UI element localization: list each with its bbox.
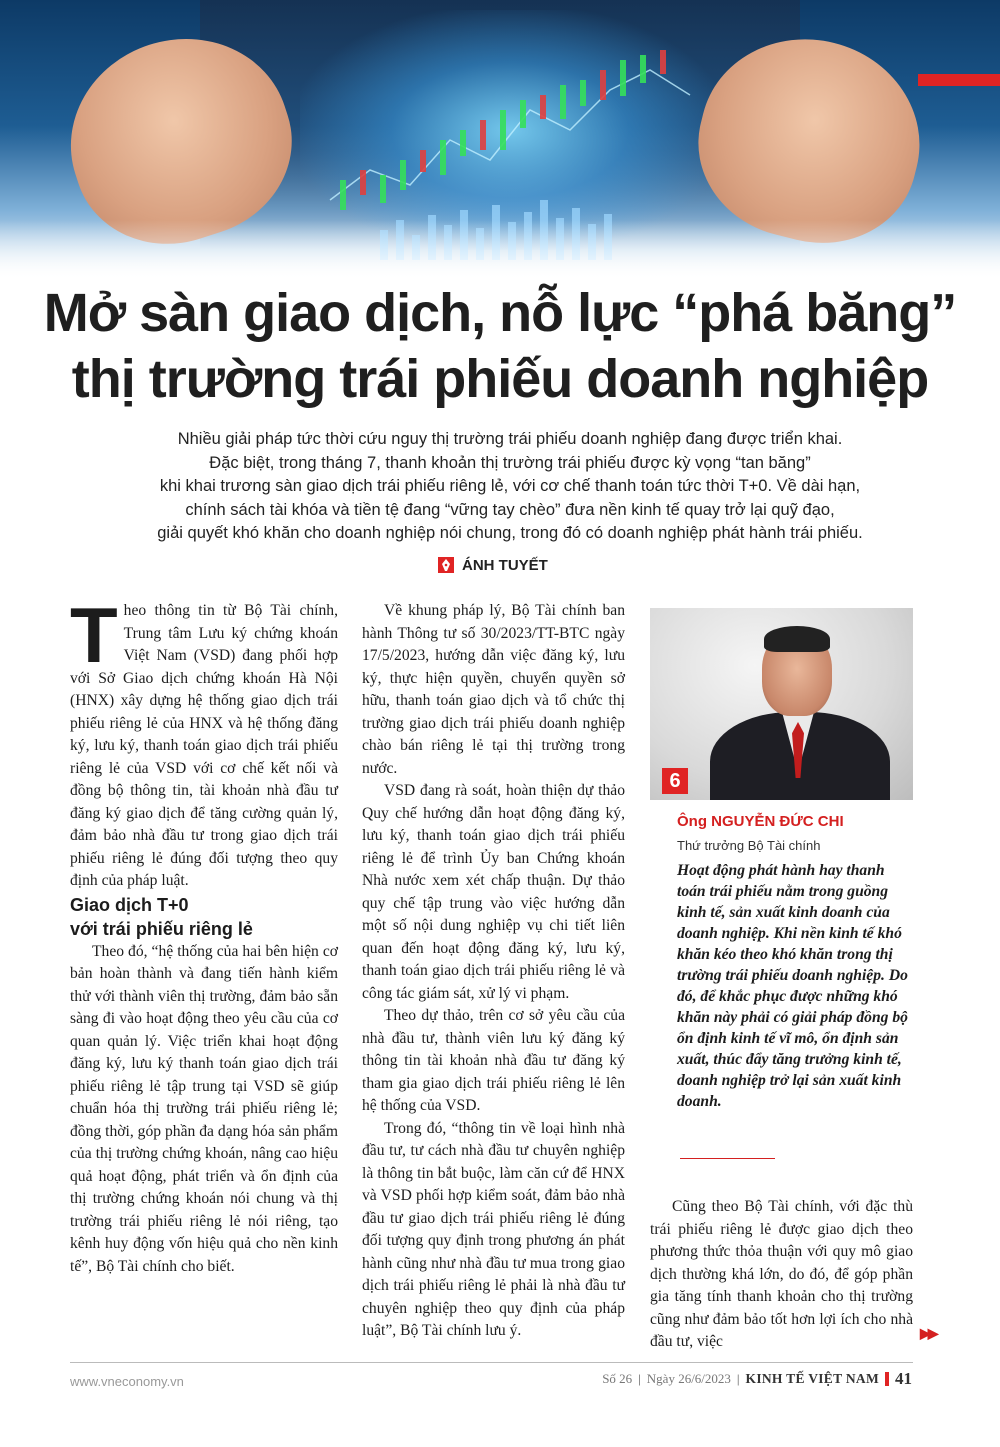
drop-cap: T — [70, 591, 118, 679]
page-number: 41 — [895, 1369, 912, 1388]
issue-date: Ngày 26/6/2023 — [646, 1371, 731, 1386]
paragraph: Theo thông tin từ Bộ Tài chính, Trung tâm Lưu ký chứng khoán Việt Nam (VSD) đang phối hợp với Sở Giao dịch chứng khoán Hà Nội (HNX) xây dựng hệ thống giao dịch trái phiếu riêng lẻ của HNX và hệ thống đăng ký, lưu ký, thanh toán giao dịch trái phiếu riêng lẻ của VSD với cơ chế kết nối và đồng bộ thông tin, tài khoản nhà đầu tư đăng ký giao dịch để tăng cường quản lý, đảm bảo nhà đầu tư trong giao dịch trái phiếu riêng lẻ đúng đối tượng theo quy định của pháp luật. — [70, 591, 338, 889]
sapo-line-1: Nhiều giải pháp tức thời cứu nguy thị trường trái phiếu doanh nghiệp đang được triển khai. — [177, 430, 843, 448]
article-column-2 — [362, 600, 625, 1343]
paragraph: VSD đang rà soát, hoàn thiện dự thảo Quy chế hướng dẫn hoạt động đăng ký, lưu ký, thanh toán giao dịch trái phiếu riêng lẻ để trình Ủy ban Chứng khoán Nhà nước xem xét chấp thuận. Dự thảo quy chế tập trung vào việc hướng dẫn một số nội dung nghiệp vụ chi tiết liên quan đến hoạt động đăng ký, lưu ký, thanh toán giao dịch trái phiếu riêng lẻ và công tác giám sát, xử lý vi phạm. — [362, 782, 625, 1002]
issue-number: Số 26 — [602, 1371, 633, 1386]
paragraph: Về khung pháp lý, Bộ Tài chính ban hành Thông tư số 30/2023/TT-BTC ngày 17/5/2023, hướng dẫn việc đăng ký, lưu ký, thực hiện quyền, chuyển quyền sở hữu, thanh toán giao dịch và tổ chức thị trường giao dịch trái phiếu doanh nghiệp chào bán riêng lẻ tại thị trường trong nước. — [362, 602, 625, 777]
headline-line-2: thị trường trái phiếu doanh nghiệp — [71, 349, 929, 409]
sapo-line-5: giải quyết khó khăn cho doanh nghiệp nói chung, trong đó có doanh nghiệp phát hành trái phiếu. — [157, 524, 863, 542]
footer-divider — [70, 1362, 913, 1363]
sapo — [110, 428, 910, 546]
article-column-3 — [650, 1196, 913, 1354]
footer-info: Số 26 | Ngày 26/6/2023 | KINH TẾ VIỆT NAM 41 — [602, 1369, 912, 1388]
sapo-line-3: khi khai trương sàn giao dịch trái phiếu riêng lẻ, với cơ chế thanh toán tức thời T+0. Về dài hạn, — [159, 477, 861, 495]
quote-divider — [680, 1158, 775, 1159]
article-column-1 — [70, 591, 338, 1278]
author-name: ÁNH TUYẾT — [462, 556, 548, 574]
sapo-line-4: chính sách tài khóa và tiền tệ đang “vững tay chèo” đưa nền kinh tế quay trở lại quỹ đạo, — [185, 500, 835, 519]
publication-name: KINH TẾ VIỆT NAM — [745, 1371, 879, 1386]
speaker-name: Ông NGUYỄN ĐỨC CHI — [677, 813, 844, 830]
pen-icon — [438, 557, 454, 573]
paragraph: Theo dự thảo, trên cơ sở yêu cầu của nhà đầu tư, thành viên lưu ký đăng ký thông tin tài khoản nhà đầu tư đăng ký tham gia giao dịch trái phiếu riêng lẻ lên hệ thống của VSD. — [362, 1007, 625, 1114]
section-marker — [918, 74, 1000, 86]
paragraph: Trong đó, “thông tin về loại hình nhà đầu tư, tư cách nhà đầu tư chuyên nghiệp là thông tin bắt buộc, làm căn cứ để HNX và VSD phối hợp kiểm soát, đảm bảo nhà đầu tư giao dịch trái phiếu riêng lẻ đúng đối tượng quy định trong phương án phát hành cũng như nhà đầu tư mua trong giao dịch trái phiếu riêng lẻ phải là nhà đầu tư chuyên nghiệp theo quy định của pháp luật”, Bộ Tài chính lưu ý. — [362, 1119, 625, 1339]
footer-url: www.vneconomy.vn — [70, 1374, 184, 1389]
sapo-line-2: Đặc biệt, trong tháng 7, thanh khoản thị trường trái phiếu được kỳ vọng “tan băng” — [209, 453, 811, 472]
byline — [438, 555, 548, 575]
headline — [40, 280, 960, 412]
continue-arrow-icon: ▶▶ — [920, 1325, 936, 1341]
pull-quote: Hoạt động phát hành hay thanh toán trái phiếu nằm trong guồng kinh tế, sản xuất kinh doanh của doanh nghiệp. Khi nền kinh tế khó khăn kéo theo khó khăn trong thị trường trái phiếu doanh nghiệp. Do đó, để khắc phục được những khó khăn này phải có giải pháp đồng bộ ổn định kinh tế vĩ mô, ổn định sản xuất, thúc đẩy tăng trưởng kinh tế, doanh nghiệp trở lại sản xuất kinh doanh. — [677, 862, 908, 1110]
footer-accent — [885, 1372, 889, 1386]
subheading: Giao dịch T+0 với trái phiếu riêng lẻ — [70, 894, 253, 939]
magazine-logo-icon: 6 — [662, 768, 688, 794]
hero-image — [0, 0, 1000, 280]
speaker-title: Thứ trưởng Bộ Tài chính — [677, 838, 821, 853]
headline-line-1: Mở sàn giao dịch, nỗ lực “phá băng” — [43, 283, 957, 343]
paragraph: Cũng theo Bộ Tài chính, với đặc thù trái phiếu riêng lẻ được giao dịch theo phương thức thỏa thuận với quy mô giao dịch thường khá lớn, do đó, để góp phần gia tăng tính thanh khoản cho thị trường cũng như đảm bảo tốt hơn lợi ích cho nhà đầu tư, việc — [650, 1198, 913, 1350]
portrait-photo — [650, 608, 913, 800]
paragraph: Theo đó, “hệ thống của hai bên hiện cơ bản hoàn thành và đang tiến hành kiểm thử với thành viên thị trường, đảm bảo sẵn sàng đi vào hoạt động theo yêu cầu của cơ quan quản lý. Việc triển khai hoạt động đăng ký, lưu ký thanh toán giao dịch trái phiếu riêng lẻ tập trung tại VSD sẽ giúp chuẩn hóa thị trường trái phiếu riêng lẻ; đồng thời, góp phần đa dạng hóa sản phẩm của thị trường chứng khoán, nâng cao hiệu quả hoạt động, phát triển và ổn định của thị trường chứng khoán nói chung và thị trường trái phiếu riêng lẻ nói riêng, tạo kênh huy động vốn hiệu quả cho nền kinh tế”, Bộ Tài chính cho biết. — [70, 942, 338, 1275]
